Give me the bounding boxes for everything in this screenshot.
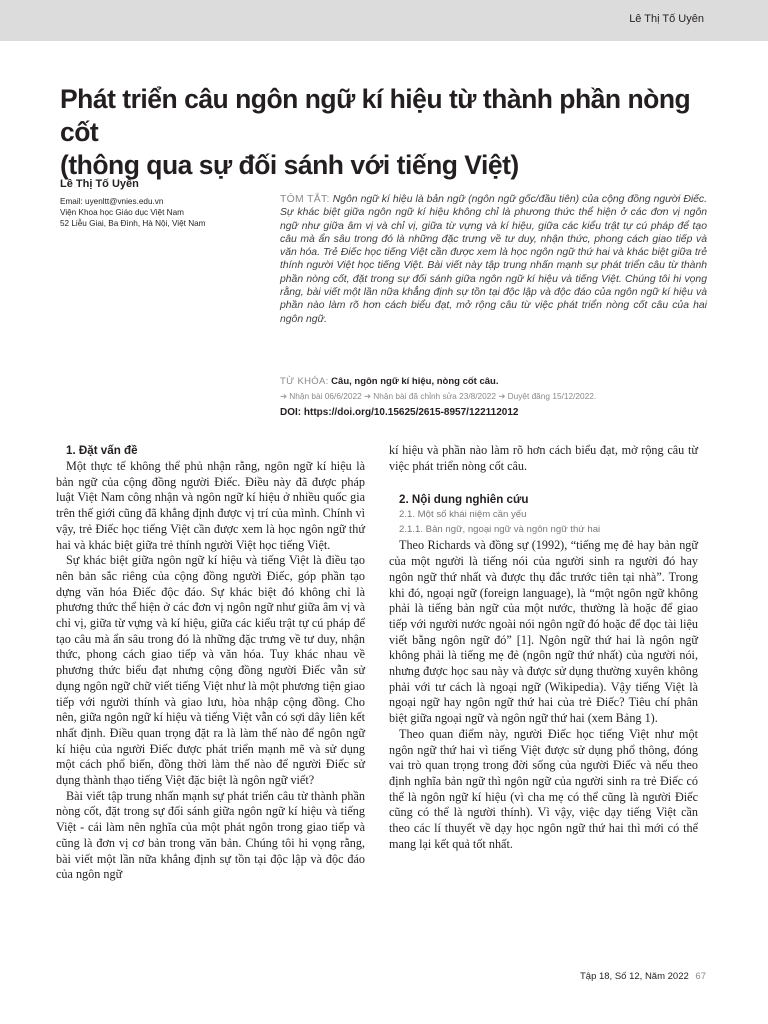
author-name: Lê Thị Tố Uyên — [60, 178, 139, 190]
paragraph: Theo Richards và đồng sự (1992), “tiếng mẹ đẻ hay bản ngữ của một người là tiếng nói của người sinh ra người đó hay ngôn ngữ thứ nhất và được thụ đắc trước tiên tại nhà”. Trong khi đó, ngoại ngữ (foreign language), là “một ngôn ngữ không phải là tiếng bản ngữ của một nước, thường là hoặc để giao tiếp với người nước ngoài nói ngôn ngữ đó hoặc để đọc tài liệu viết bằng ngôn ngữ đó” [1]. Ngôn ngữ thứ hai là ngôn ngữ không phải là tiếng mẹ đẻ (ngôn ngữ thứ nhất) của người nói, nhưng được học sau này và được sử dụng thường xuyên không phải với tư cách là ngoại ngữ (Wikipedia). Vậy tiếng Việt là ngoại ngữ hay ngôn ngữ thứ hai của trẻ Điếc? Tiêu chí phân biệt giữa ngoại ngữ và ngôn ngữ thứ hai (xem Bảng 1). — [389, 538, 698, 726]
arrow-icon: ➜ — [280, 391, 287, 401]
title-line-1: Phát triển câu ngôn ngữ kí hiệu từ thành phần nòng cốt — [60, 84, 691, 147]
author-email: Email: uyenltt@vnies.edu.vn — [60, 197, 164, 206]
section-2-heading: 2. Nội dung nghiên cứu — [399, 493, 529, 507]
keywords-text: Câu, ngôn ngữ kí hiệu, nòng cốt câu. — [331, 376, 499, 387]
page-number: 67 — [695, 971, 706, 982]
arrow-icon: ➜ — [498, 391, 506, 401]
subsection-2-1-1-heading: 2.1.1. Bản ngữ, ngoại ngữ và ngôn ngữ thứ hai — [399, 524, 601, 536]
article-dates — [280, 391, 707, 401]
date-revised: Nhận bài đã chỉnh sửa 23/8/2022 — [373, 391, 497, 401]
running-header-author: Lê Thị Tố Uyên — [629, 13, 704, 25]
section-1-heading: 1. Đặt vấn đề — [66, 444, 138, 457]
paragraph-continued: kí hiệu và phần nào làm rõ hơn cách biểu đạt, mở rộng câu từ việc phát triển nòng cốt câu. — [389, 443, 698, 473]
abstract — [280, 193, 707, 326]
title-line-2: (thông qua sự đối sánh với tiếng Việt) — [60, 150, 519, 180]
author-affiliation — [60, 196, 275, 229]
paragraph: Sự khác biệt giữa ngôn ngữ kí hiệu và tiếng Việt là điều tạo nên bản sắc riêng của cộng đồng người Điếc, góp phần tạo dựng văn hóa Điếc độc đáo. Sự khác biệt đó không chỉ là phương thức thể hiện ở các đơn vị ngôn ngữ như giữa âm vị và chỉ vị, giữa từ vựng và kí hiệu, giữa các kiểu trật tự cú pháp để tạo câu mà ẩn sâu trong đó là những đặc trưng về tư duy, nhận thức, phong cách giao tiếp và văn hóa. Tuy khác nhau về phương thức biểu đạt nhưng cộng đồng người Điếc vẫn sử dụng ngôn ngữ chữ viết tiếng Việt như là một phương tiện giao tiếp với người thính và giao lưu, hòa nhập cộng đồng. Cho nên, giữa ngôn ngữ kí hiệu và tiếng Việt vẫn có sợi dây liên kết nhất định. Điều quan trọng đặt ra là làm thế nào để ngôn ngữ kí hiệu của người Điếc được phát triển mạnh mẽ và sử dụng một cách phổ biến, đồng thời làm thế nào để người Điếc sử dụng thành thạo tiếng Việt đặc biệt là ngôn ngữ viết? — [56, 553, 365, 788]
issue-info: Tập 18, Số 12, Năm 2022 — [579, 971, 689, 982]
date-received: Nhận bài 06/6/2022 — [289, 391, 362, 401]
article-title — [60, 83, 720, 182]
abstract-text: Ngôn ngữ kí hiệu là bản ngữ (ngôn ngữ gốc/đầu tiên) của cộng đồng người Điếc. Sự khác biệt giữa ngôn ngữ kí hiệu không chỉ là phương thức thể hiện ở các đơn vị ngôn ngữ như giữa âm vị và chỉ vị, giữa từ vựng và kí hiệu, giữa các kiểu trật tự cú pháp để tạo câu mà ẩn sâu trong đó là những đặc trưng về tư duy, nhận thức, phong cách giao tiếp và văn hóa. Trẻ Điếc học tiếng Việt cần được xem là học ngôn ngữ thứ hai và khác biệt giữa trẻ thính người Việt học tiếng Việt. Bài viết này tập trung nhấn mạnh sự phát triển câu từ thành phần nòng cốt, đặt trong sự đối sánh giữa ngôn ngữ kí hiệu và tiếng Việt. Chúng tôi hi vọng rằng, bài viết một lần nữa khẳng định sự tồn tại độc lập và độc đáo của ngôn ngữ kí hiệu và phần nào làm rõ hơn cách biểu đạt, mở rộng câu từ việc phát triển nòng cốt câu của hai ngôn ngữ. — [280, 194, 708, 325]
page-footer — [580, 971, 706, 982]
keywords — [280, 376, 707, 387]
arrow-icon: ➜ — [364, 391, 371, 401]
paragraph: Bài viết tập trung nhấn mạnh sự phát triển câu từ thành phần nòng cốt, đặt trong sự đối sánh giữa ngôn ngữ kí hiệu và tiếng Việt - cái làm nên nghĩa của một phát ngôn trong giao tiếp và cũng là đơn vị cơ bản trong văn bản. Chúng tôi hi vọng rằng, bài viết một lần nữa khẳng định sự tồn tại độc lập và độc đáo của ngôn ngữ — [56, 788, 365, 882]
paragraph: Một thực tế không thể phủ nhận rằng, ngôn ngữ kí hiệu là bản ngữ của cộng đồng người Điếc. Điều này đã được pháp luật Việt Nam công nhận và ngôn ngữ kí hiệu ở nhiều quốc gia trên thế giới cũng đã khẳng định được vị trí của mình. Chính vì vậy, trẻ Điếc học tiếng Việt cần được xem là học ngôn ngữ thứ hai và khác biệt giữa trẻ thính người Việt học tiếng Việt. — [56, 459, 365, 552]
author-institute: Viện Khoa học Giáo dục Việt Nam — [60, 208, 184, 217]
abstract-label: TÓM TẮT: — [280, 194, 330, 205]
paragraph: Theo quan điểm này, người Điếc học tiếng Việt như một ngôn ngữ thứ hai vì tiếng Việt được sử dụng phổ thông, đóng vai trò quan trọng trong đời sống của người Điếc và nếu theo định nghĩa bản ngữ thì ngôn ngữ của người sinh ra trẻ Điếc có thể là ngôn ngữ kí hiệu (vì cha mẹ có thể cũng là người Điếc cũng có thể là người thính). Vì vậy, việc dạy tiếng Việt cần theo các lí thuyết về dạy học ngôn ngữ thứ hai thì mới có thể mang lại kết quả tốt nhất. — [389, 726, 698, 851]
subsection-2-1-heading: 2.1. Một số khái niệm cần yếu — [399, 509, 527, 521]
doi-link[interactable]: DOI: https://doi.org/10.15625/2615-8957/122112012 — [280, 407, 519, 418]
date-accepted: Duyệt đăng 15/12/2022. — [507, 391, 597, 401]
left-column — [56, 443, 365, 883]
keywords-label: TỪ KHÓA: — [280, 376, 329, 387]
right-column — [389, 443, 698, 852]
author-address: 52 Liễu Giai, Ba Đình, Hà Nội, Việt Nam — [60, 219, 206, 228]
